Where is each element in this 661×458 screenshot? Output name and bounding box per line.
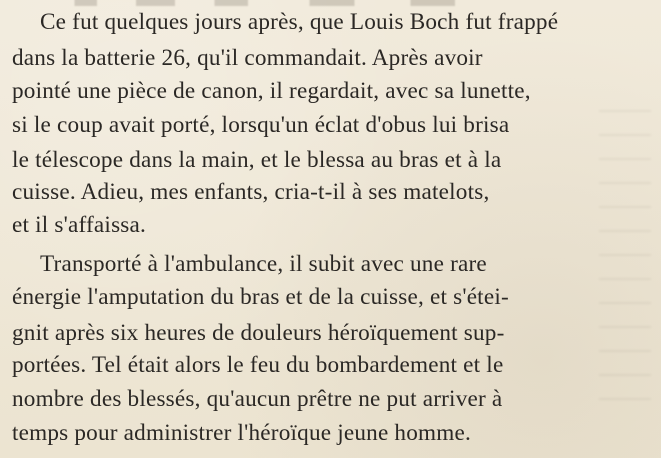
paragraph-2-line-2: énergie l'amputation du bras et de la cuisse, et s'étei- (12, 284, 509, 310)
paragraph-2-line-6: temps pour administrer l'héroïque jeune homme. (12, 420, 471, 446)
paragraph-1-line-1: Ce fut quelques jours après, que Louis Boch fut frappé (40, 9, 559, 35)
paragraph-2-line-1: Transporté à l'ambulance, il subit avec une rare (40, 251, 487, 277)
paragraph-1-line-2: dans la batterie 26, qu'il commandait. Après avoir (12, 45, 483, 71)
page-shadow (599, 110, 651, 410)
paragraph-2-line-5: nombre des blessés, qu'aucun prêtre ne put arriver à (12, 386, 503, 412)
paragraph-1-line-4: si le coup avait porté, lorsqu'un éclat d'obus lui brisa (12, 112, 510, 138)
paragraph-2-line-4: portées. Tel était alors le feu du bombardement et le (12, 352, 504, 378)
paragraph-1-line-3: pointé une pièce de canon, il regardait, avec sa lunette, (12, 78, 531, 104)
paragraph-2-line-3: gnit après six heures de douleurs héroïquement sup- (12, 320, 505, 346)
cropped-previous-line (52, 0, 612, 6)
paragraph-1-line-5: le télescope dans la main, et le blessa au bras et à la (12, 147, 502, 173)
paragraph-1-line-7: et il s'affaissa. (12, 212, 146, 238)
paragraph-1-line-6: cuisse. Adieu, mes enfants, cria-t-il à ses matelots, (12, 179, 490, 205)
